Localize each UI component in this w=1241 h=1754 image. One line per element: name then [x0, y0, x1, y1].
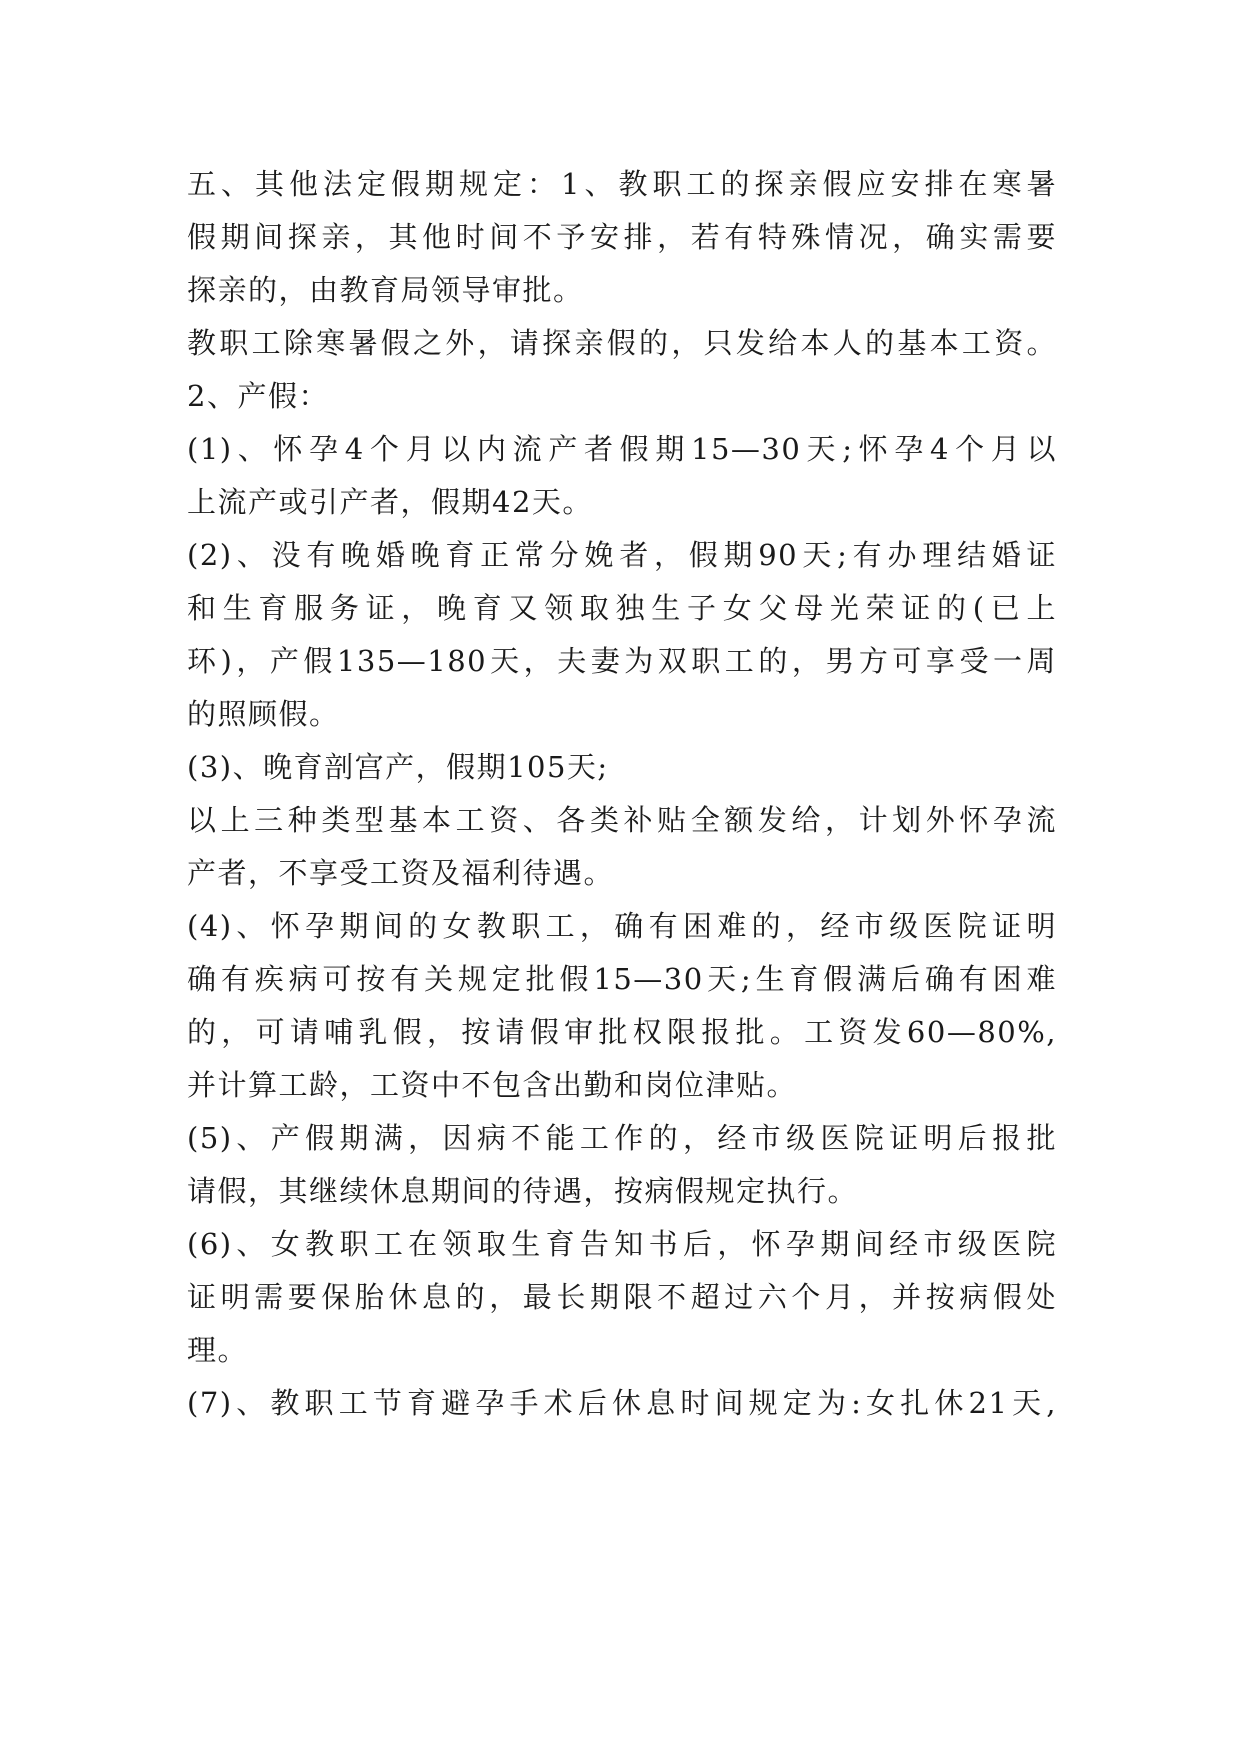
text-line: (5)、产假期满，因病不能工作的，经市级医院证明后报批	[187, 1121, 1057, 1155]
text-line: 教职工除寒暑假之外，请探亲假的，只发给本人的基本工资。	[187, 326, 1057, 360]
text-line: 和生育服务证，晚育又领取独生子女父母光荣证的(已上	[187, 591, 1057, 625]
text-line: 上流产或引产者，假期42天。	[187, 485, 593, 519]
text-line: 假期间探亲，其他时间不予安排，若有特殊情况，确实需要	[187, 220, 1057, 254]
text-line: 以上三种类型基本工资、各类补贴全额发给，计划外怀孕流	[187, 803, 1057, 837]
text-line: (2)、没有晚婚晚育正常分娩者，假期90天;有办理结婚证	[187, 538, 1057, 572]
text-line: (3)、晚育剖宫产，假期105天;	[187, 750, 609, 784]
text-line: 环)，产假135—180天，夫妻为双职工的，男方可享受一周	[187, 644, 1057, 678]
text-line: 并计算工龄，工资中不包含出勤和岗位津贴。	[187, 1068, 798, 1102]
text-line: 五、其他法定假期规定：1、教职工的探亲假应安排在寒暑	[187, 167, 1057, 201]
text-line: 产者，不享受工资及福利待遇。	[187, 856, 615, 890]
text-line: (6)、女教职工在领取生育告知书后，怀孕期间经市级医院	[187, 1227, 1057, 1261]
text-line: (7)、教职工节育避孕手术后休息时间规定为:女扎休21天,	[187, 1386, 1057, 1420]
document-body	[187, 158, 1057, 1430]
text-line: 2、产假：	[187, 379, 329, 413]
text-line: 探亲的，由教育局领导审批。	[187, 273, 584, 307]
text-line: 理。	[187, 1333, 249, 1367]
text-line: 的，可请哺乳假，按请假审批权限报批。工资发60—80%,	[187, 1015, 1057, 1049]
text-line: 请假，其继续休息期间的待遇，按病假规定执行。	[187, 1174, 859, 1208]
text-line: (4)、怀孕期间的女教职工，确有困难的，经市级医院证明	[187, 909, 1057, 943]
text-line: 证明需要保胎休息的，最长期限不超过六个月，并按病假处	[187, 1280, 1057, 1314]
text-line: (1)、怀孕4个月以内流产者假期15—30天;怀孕4个月以	[187, 432, 1057, 466]
text-line: 确有疾病可按有关规定批假15—30天;生育假满后确有困难	[187, 962, 1057, 996]
text-line: 的照顾假。	[187, 697, 340, 731]
